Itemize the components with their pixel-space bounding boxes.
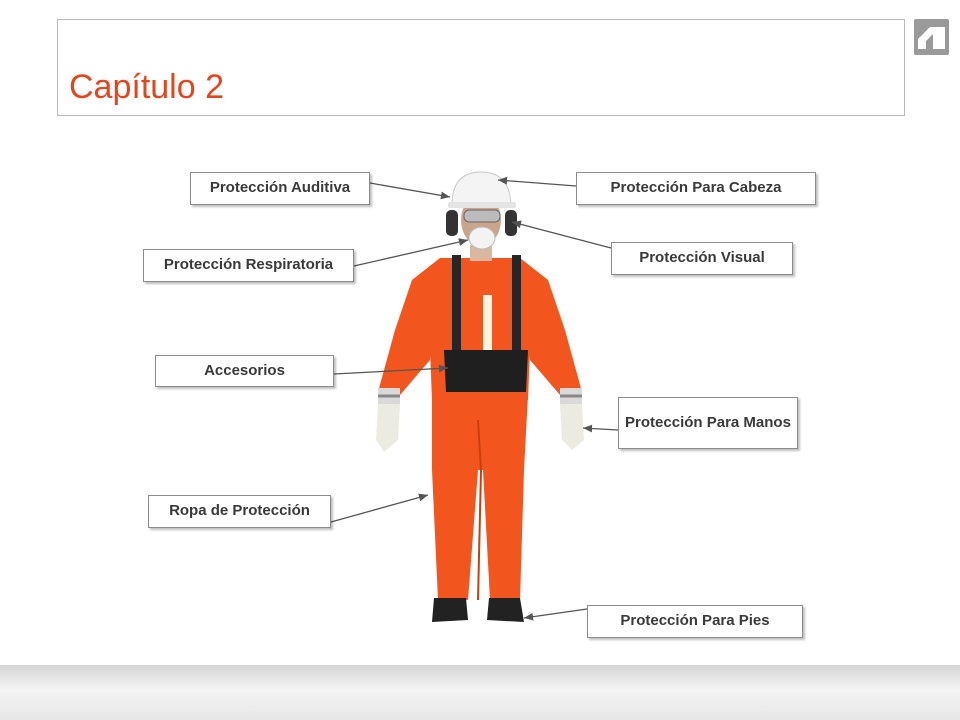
- page-title: Capítulo 2: [69, 68, 224, 106]
- label-respiratory-protection: Protección Respiratoria: [143, 249, 354, 282]
- respirator: [469, 227, 495, 249]
- support-belt: [444, 350, 528, 392]
- left-boot: [432, 598, 468, 622]
- hard-hat: [452, 172, 511, 205]
- reflective-strip: [483, 295, 492, 350]
- right-arm: [520, 270, 582, 395]
- left-arm: [378, 270, 440, 395]
- label-accessories: Accesorios: [155, 355, 334, 387]
- right-suspender: [512, 255, 521, 355]
- left-suspender: [452, 255, 461, 355]
- label-hearing-protection: Protección Auditiva: [190, 172, 370, 205]
- goggles: [464, 210, 500, 222]
- label-head-protection: Protección Para Cabeza: [576, 172, 816, 205]
- right-glove: [560, 404, 584, 450]
- footer-band: [0, 665, 960, 720]
- coverall-legs: [432, 395, 528, 600]
- right-boot: [487, 598, 524, 622]
- ear-muff-left: [446, 210, 458, 236]
- label-protective-clothing: Ropa de Protección: [148, 495, 331, 528]
- label-hand-protection: Protección Para Manos: [618, 397, 798, 449]
- label-foot-protection: Protección Para Pies: [587, 605, 803, 638]
- left-glove: [376, 404, 400, 452]
- label-visual-protection: Protección Visual: [611, 242, 793, 275]
